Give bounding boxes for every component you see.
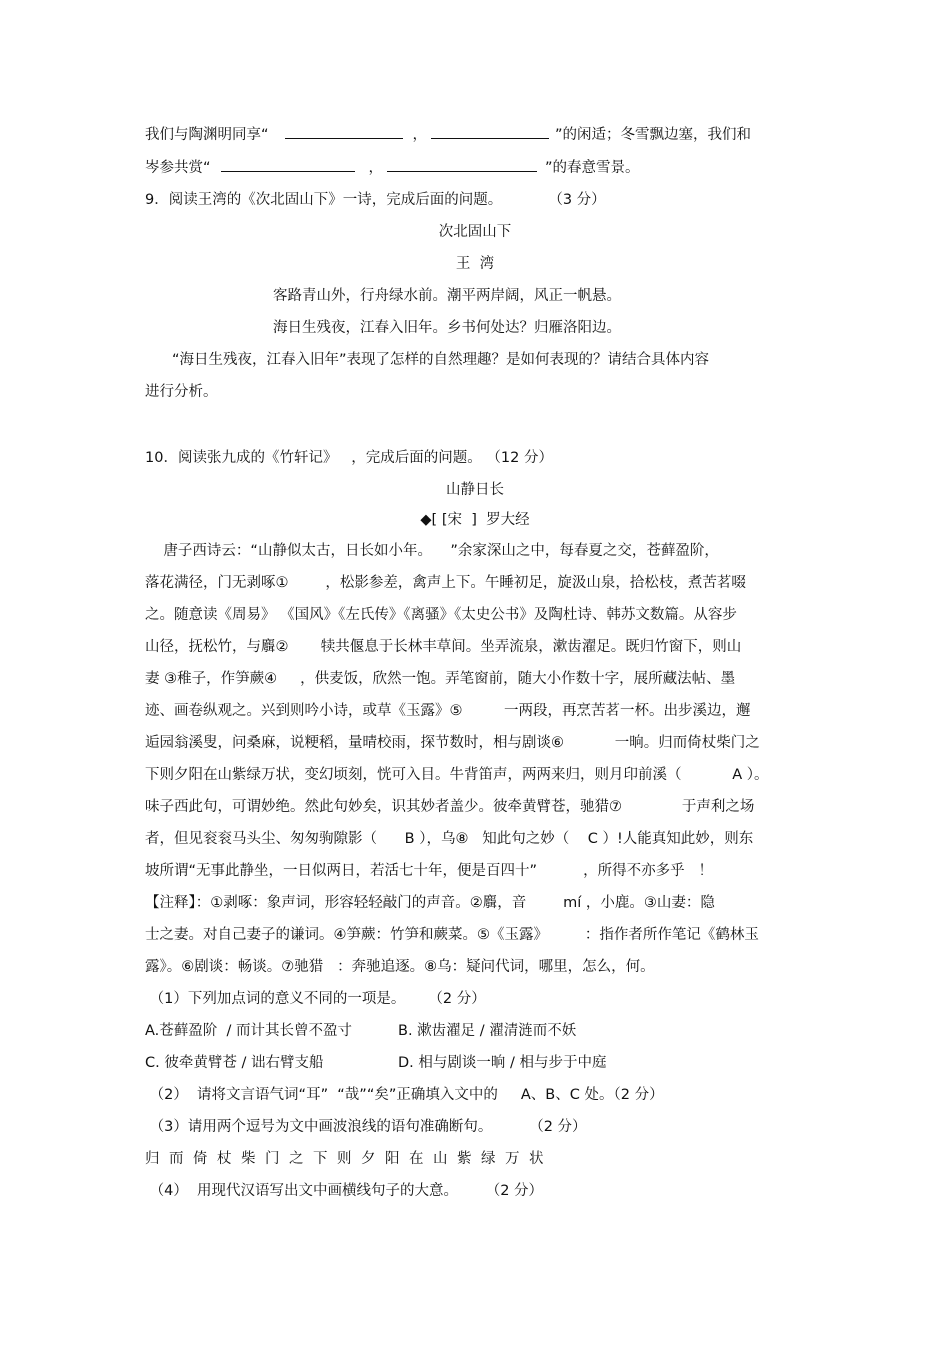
answer-blank[interactable] — [387, 157, 537, 172]
fill-in-line-1 — [145, 124, 751, 145]
passage-line: 下则夕阳在山紫绿万状，变幻顷刻，恍可入目。牛背笛声，两两来归，则月印前溪（ A ）。 — [145, 767, 769, 783]
option-b[interactable]: B. 漱齿濯足 / 濯清涟而不妖 — [398, 1023, 577, 1039]
annotation-line: 士之妻。对自己妻子的谦词。④笋蕨：竹笋和蕨菜。⑤《玉露》 ：指作者所作笔记《鹤林玉 — [145, 927, 759, 943]
option-c[interactable]: C. 彼牵黄臂苍 / 诎右臂支船 — [145, 1055, 324, 1071]
fill-in-text: ， — [412, 127, 428, 143]
passage-line: 唐子西诗云：“山静似太古，日长如小年。 ”余家深山之中，每春夏之交，苍藓盈阶， — [145, 543, 719, 559]
passage-title: 山静日长 — [446, 482, 504, 498]
passage-line: 迹、画卷纵观之。兴到则吟小诗，或草《玉露》⑤ 一两段，再烹苦茗一杯。出步溪边，邂 — [145, 703, 751, 719]
poem-line-2: 海日生残夜，江春入旧年。乡书何处达？归雁洛阳边。 — [273, 320, 621, 336]
fill-in-line-2 — [145, 157, 640, 178]
annotation-line: 【注释】：①剥啄：象声词，形容轻轻敲门的声音。②麛，音 mí ，小鹿。③山妻：隐 — [145, 895, 715, 911]
poem-line-1: 客路青山外，行舟绿水前。潮平两岸阔，风正一帆悬。 — [273, 288, 621, 304]
passage-line: 者，但见衮衮马头尘、匆匆驹隙影（ B ），乌⑧ 知此句之妙（ C ）!人能真知此妙，则东 — [145, 831, 754, 847]
poem-author: 王 湾 — [455, 256, 495, 272]
option-a[interactable]: A.苍藓盈阶 / 而计其长曾不盈寸 — [145, 1023, 352, 1039]
passage-line: 味子西此句，可谓妙绝。然此句妙矣，识其妙者盖少。彼牵黄臂苍，驰猎⑦ 于声利之场 — [145, 799, 755, 815]
sub-question-2: （2） 请将文言语气词“耳” “哉”“矣”正确填入文中的 A、B、C 处。（2 分） — [145, 1087, 664, 1103]
passage-line: 坡所谓“无事此静坐，一日似两日，若活七十年，便是百四十” ，所得不亦多乎 ！ — [145, 863, 713, 879]
q9-header: 9．阅读王湾的《次北固山下》一诗，完成后面的问题。 （3 分） — [145, 192, 606, 208]
passage-line: 之。随意读《周易》 《国风》《左氏传》《离骚》《太史公书》及陶杜诗、韩苏文数篇。从容步 — [145, 607, 737, 623]
answer-blank[interactable] — [221, 157, 355, 172]
answer-blank[interactable] — [431, 124, 549, 139]
fill-in-text: 岑参共赏“ — [145, 160, 211, 176]
passage-line: 落花满径，门无剥啄① ，松影参差，禽声上下。午睡初足，旋汲山泉，拾松枝，煮苦茗啜 — [145, 575, 746, 591]
q9-question: “海日生残夜，江春入旧年”表现了怎样的自然理趣？是如何表现的？请结合具体内容 — [172, 352, 710, 368]
q9-question-cont: 进行分析。 — [145, 384, 218, 400]
q10-header: 10．阅读张九成的《竹轩记》 ，完成后面的问题。 （12 分） — [145, 450, 553, 466]
passage-line: 逅园翁溪叟，问桑麻，说粳稻，量晴校雨，探节数时，相与剧谈⑥ 一晌。归而倚杖柴门之 — [145, 735, 760, 751]
passage-line: 山径，抚松竹，与麛② 犊共偃息于长林丰草间。坐弄流泉，漱齿濯足。既归竹窗下，则山 — [145, 639, 742, 655]
sub-question-4: （4） 用现代汉语写出文中画横线句子的大意。 （2 分） — [145, 1183, 544, 1199]
passage-line: 妻 ③稚子，作笋蕨④ ，供麦饭，欣然一饱。弄笔窗前，随大小作数十字，展所藏法帖、墨 — [145, 671, 736, 687]
poem-title: 次北固山下 — [438, 224, 512, 240]
fill-in-text: ， — [368, 160, 384, 176]
fill-in-text: ”的春意雪景。 — [545, 160, 640, 176]
annotation-line: 露》。⑥剧谈：畅谈。⑦驰猎 ：奔驰追逐。⑧乌：疑问代词，哪里，怎么，何。 — [145, 959, 655, 975]
answer-blank[interactable] — [285, 124, 403, 139]
fill-in-text: 我们与陶渊明同享“ — [145, 127, 269, 143]
sentence-to-punctuate: 归而倚杖柴门之下则夕阳在山紫绿万状 — [145, 1151, 553, 1167]
sub-question-3: （3）请用两个逗号为文中画波浪线的语句准确断句。 （2 分） — [145, 1119, 587, 1135]
option-d[interactable]: D. 相与剧谈一晌 / 相与步于中庭 — [398, 1055, 607, 1071]
fill-in-text: ”的闲适；冬雪飘边塞，我们和 — [555, 127, 752, 143]
passage-author: ◆[ [宋 ] 罗大经 — [420, 512, 530, 528]
sub-question-1: （1）下列加点词的意义不同的一项是。 （2 分） — [145, 991, 486, 1007]
